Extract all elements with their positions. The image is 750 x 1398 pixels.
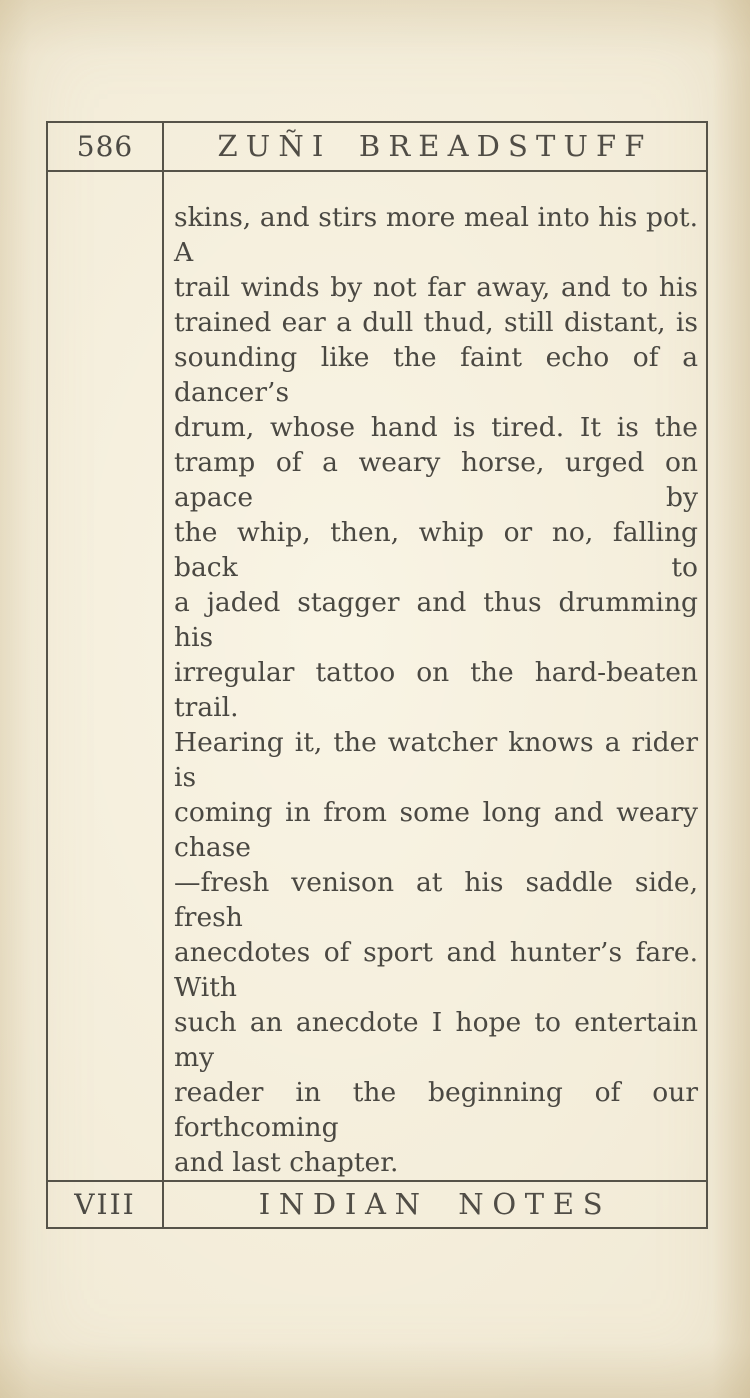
volume-number: VIII <box>74 1187 136 1221</box>
folio-cell <box>48 123 164 170</box>
running-footer <box>48 1180 706 1227</box>
running-header <box>48 123 706 172</box>
body-line: reader in the beginning of our forthcoming <box>174 1076 698 1143</box>
page-body <box>48 172 706 1180</box>
body-line: anecdotes of sport and hunter’s fare. With <box>174 936 698 1003</box>
page-number: 586 <box>76 129 134 163</box>
footer-title-cell <box>164 1182 706 1227</box>
header-title-cell <box>164 123 706 170</box>
body-line: trained ear a dull thud, still distant, is <box>174 306 698 338</box>
body-line: a jaded stagger and thus drumming his <box>174 586 698 653</box>
margin-column <box>48 172 164 1180</box>
body-line: drum, whose hand is tired. It is the <box>174 411 698 443</box>
volume-cell <box>48 1182 164 1227</box>
body-line: Hearing it, the watcher knows a rider is <box>174 726 698 793</box>
text-column <box>164 172 706 1180</box>
body-line: tramp of a weary horse, urged on apace by <box>174 446 698 513</box>
body-line: coming in from some long and weary chase <box>174 796 698 863</box>
body-line: sounding like the faint echo of a dancer’s <box>174 341 698 408</box>
body-line: and last chapter. <box>174 1146 399 1178</box>
body-line: the whip, then, whip or no, falling back to <box>174 516 698 583</box>
book-title: ZUÑI BREADSTUFF <box>217 129 653 164</box>
body-line: skins, and stirs more meal into his pot. A <box>174 201 698 268</box>
body-line: —fresh venison at his saddle side, fresh <box>174 866 698 933</box>
body-line: irregular tattoo on the hard-beaten trail. <box>174 656 698 723</box>
paragraph <box>174 200 698 1180</box>
page-border-frame <box>46 121 708 1229</box>
series-title: INDIAN NOTES <box>258 1187 612 1222</box>
body-line: such an anecdote I hope to entertain my <box>174 1006 698 1073</box>
body-line: trail winds by not far away, and to his <box>174 271 698 303</box>
